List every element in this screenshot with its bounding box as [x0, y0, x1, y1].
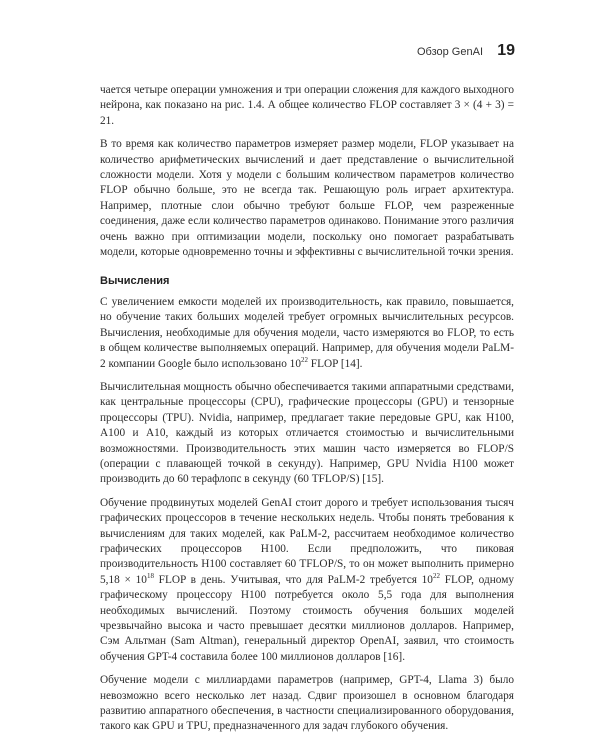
paragraph-5-text-a: Обучение продвинутых моделей GenAI стоит дорого и требует использования тысяч графических процессоров в течение нескольких недель. Чтобы понять требования к вычислениям для таких моделей, как PaLM-2, рассчитаем необходимое количество графических процессоров H100. Если предположить, что пиковая производительность H100 составляет 60 TFLOP/S, то он может выполнить примерно 5,18 × 10 — [100, 496, 514, 586]
body-text — [100, 83, 514, 743]
paragraph-3-text-b: FLOP [14]. — [307, 357, 363, 370]
running-head: Обзор GenAI — [416, 46, 483, 58]
page-number: 19 — [497, 42, 515, 59]
section-heading-computations: Вычисления — [100, 275, 170, 288]
paragraph-5-text-b: FLOP в день. Учитывая, что для PaLM-2 требуется 10 — [153, 573, 433, 586]
page-header — [100, 44, 515, 64]
exponent-22: 22 — [300, 355, 308, 364]
exponent-18: 18 — [146, 572, 154, 581]
exponent-22: 22 — [432, 572, 440, 581]
paragraph-5-text-c: FLOP, одному графическому процессору H100 потребуется около 5,5 года для выполнения необходимых вычислений. Поэтому стоимость обучения больших моделей чрезвычайно высока и часто превышает десятки миллионов долларов. Например, Сэм Альтман (Sam Altman), генеральный директор OpenAI, заявил, что стоимость обучения GPT-4 составила более 100 миллионов долларов [16]. — [100, 573, 514, 663]
paragraph-5 — [100, 496, 514, 665]
paragraph-3-text-a: С увеличением емкости моделей их производительность, как правило, повышается, но обучение таких больших моделей требует огромных вычислительных ресурсов. Вычисления, необходимые для обучения модели, часто измеряются во FLOP, то есть в общем количестве выполняемых операций. Например, для обучения модели PaLM-2 компании Google было использовано 10 — [100, 295, 514, 370]
paragraph-1: чается четыре операции умножения и три операции сложения для каждого выходного нейрона, как показано на рис. 1.4. А общее количество FLOP составляет 3 × (4 + 3) = 21. — [100, 84, 514, 127]
paragraph-3 — [100, 295, 514, 372]
paragraph-4: Вычислительная мощность обычно обеспечивается такими аппаратными средствами, как центральные процессоры (CPU), графические процессоры (GPU) и тензорные процессоры (TPU). Nvidia, например, предлагает такие передовые GPU, как H100, A100 и A10, каждый из которых отличается стоимостью и вычислительными возможностями. Производительность этих машин часто измеряется во FLOP/S (операции с плавающей точкой в секунду). Например, GPU Nvidia H100 может производить до 60 терафлопс в секунду (60 TFLOP/S) [15]. — [100, 380, 514, 486]
paragraph-2: В то время как количество параметров измеряет размер модели, FLOP указывает на количество арифметических вычислений и дает представление о вычислительной сложности модели. Хотя у модели с большим количеством параметров количество FLOP обычно больше, это не всегда так. Решающую роль играет архитектура. Например, плотные слои обычно требуют больше FLOP, чем разреженные соединения, даже если количество параметров одинаково. Понимание этого различия очень важно при оптимизации модели, поскольку оно помогает разрабатывать модели, которые одновременно точны и эффективны с вычислительной точки зрения. — [100, 138, 514, 259]
paragraph-6: Обучение модели с миллиардами параметров (например, GPT-4, Llama 3) было невозможно всего несколько лет назад. Сдвиг произошел в основном благодаря развитию аппаратного обеспечения, в частности специализированного оборудования, такого как GPU и TPU, предназначенного для задач глубокого обучения. — [100, 674, 514, 733]
